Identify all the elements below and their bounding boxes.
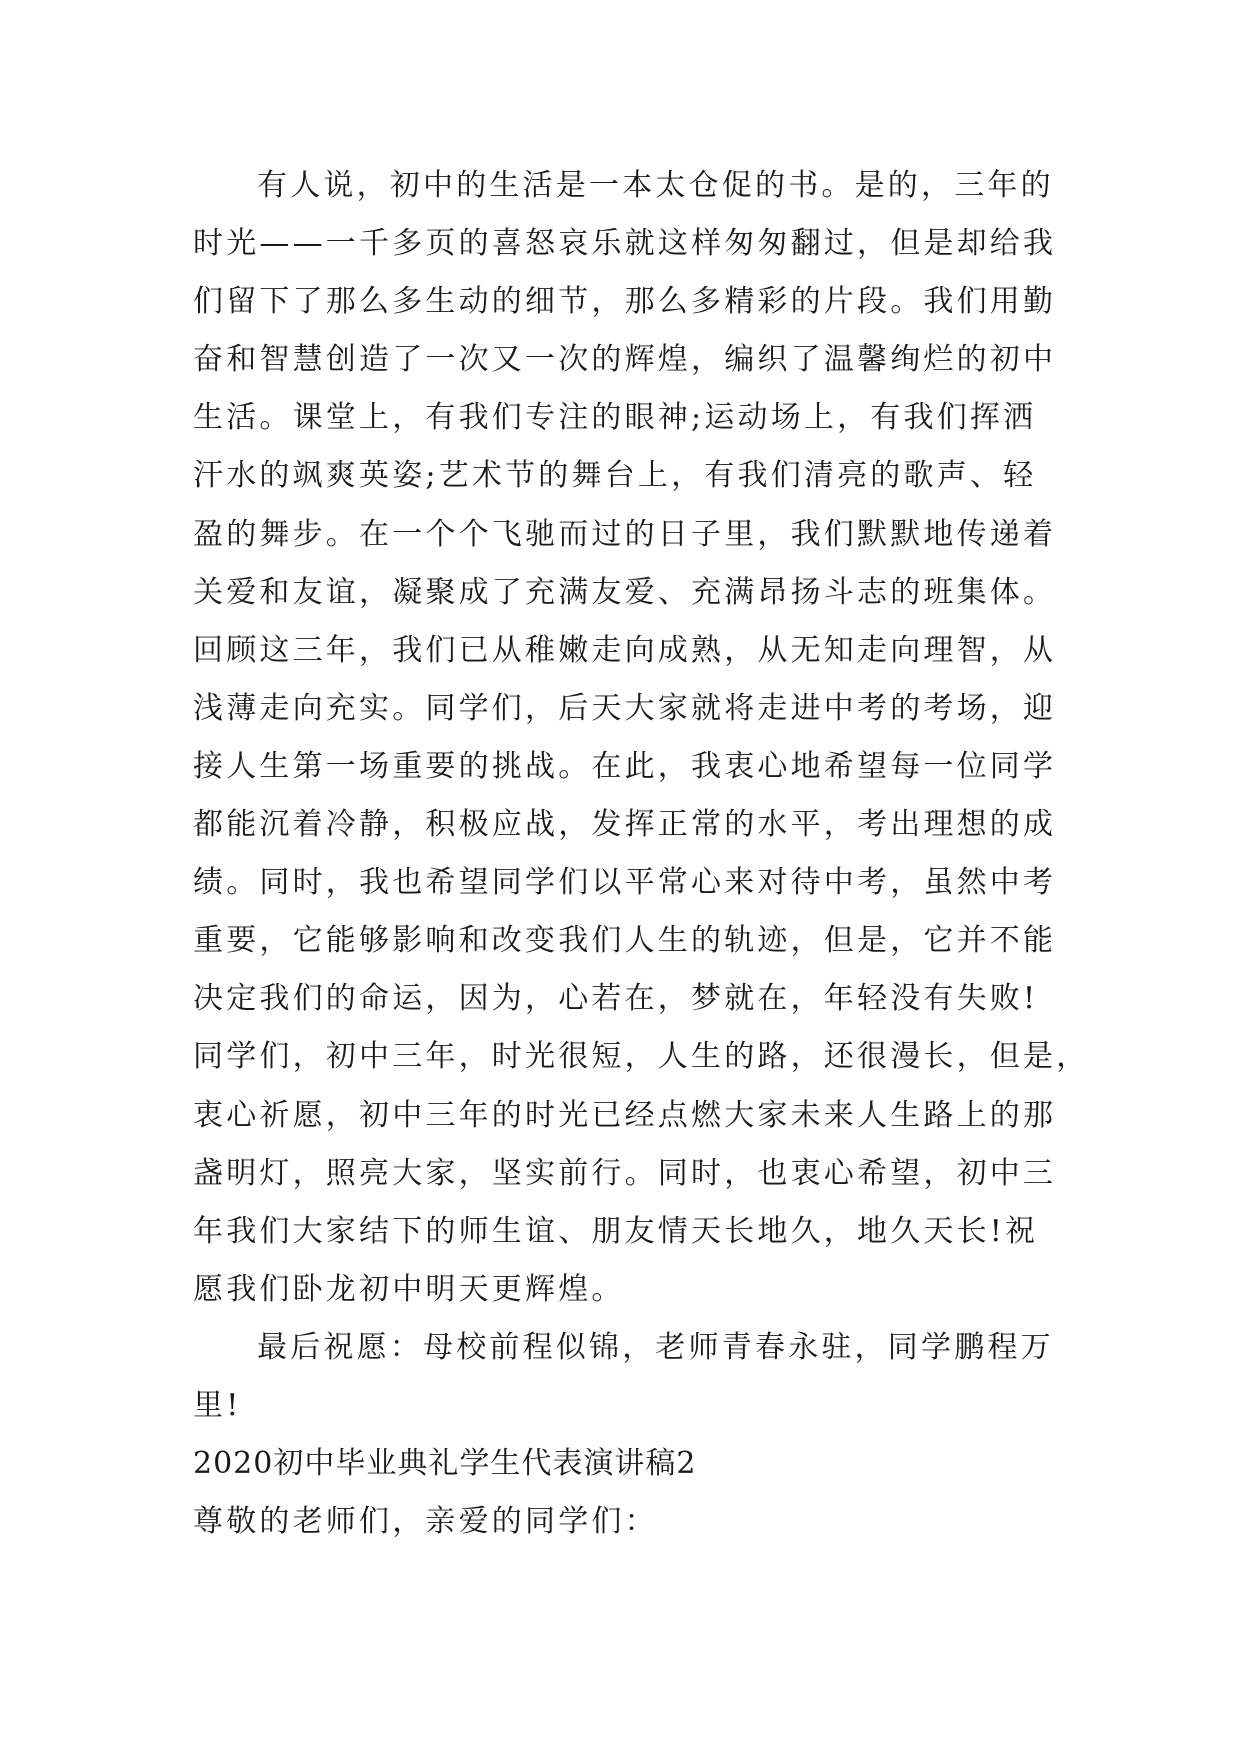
text-line: 同学们，初中三年，时光很短，人生的路，还很漫长，但是， <box>193 1039 1090 1075</box>
text-line: 奋和智慧创造了一次又一次的辉煌，编织了温馨绚烂的初中 <box>193 342 1057 378</box>
text-line: 时光——一千多页的喜怒哀乐就这样匆匆翻过，但是却给我 <box>193 226 1057 262</box>
text-line: 们留下了那么多生动的细节，那么多精彩的片段。我们用勤 <box>193 284 1057 320</box>
text-line: 最后祝愿：母校前程似锦，老师青春永驻，同学鹏程万 <box>257 1329 1054 1365</box>
text-line: 关爱和友谊，凝聚成了充满友爱、充满昂扬斗志的班集体。 <box>193 574 1057 610</box>
text-line: 里! <box>193 1387 242 1423</box>
text-line: 盈的舞步。在一个个飞驰而过的日子里，我们默默地传递着 <box>193 516 1057 552</box>
text-line: 重要，它能够影响和改变我们人生的轨迹，但是，它并不能 <box>193 923 1057 959</box>
text-line: 愿我们卧龙初中明天更辉煌。 <box>193 1271 625 1307</box>
section-title: 2020初中毕业典礼学生代表演讲稿2 <box>193 1446 697 1482</box>
text-line: 回顾这三年，我们已从稚嫩走向成熟，从无知走向理智，从 <box>193 632 1057 668</box>
speech-text <box>193 157 1090 1551</box>
text-line: 衷心祈愿，初中三年的时光已经点燃大家未来人生路上的那 <box>193 1097 1057 1133</box>
text-line: 盏明灯，照亮大家，坚实前行。同时，也衷心希望，初中三 <box>193 1155 1057 1191</box>
text-line: 决定我们的命运，因为，心若在，梦就在，年轻没有失败! <box>193 981 1039 1017</box>
paragraph-1 <box>193 157 1090 1319</box>
text-line: 绩。同时，我也希望同学们以平常心来对待中考，虽然中考 <box>193 865 1057 901</box>
text-line: 接人生第一场重要的挑战。在此，我衷心地希望每一位同学 <box>193 748 1057 784</box>
salutation: 尊敬的老师们，亲爱的同学们： <box>193 1504 658 1540</box>
text-line: 有人说，初中的生活是一本太仓促的书。是的，三年的 <box>257 168 1054 203</box>
paragraph-2 <box>193 1319 1073 1435</box>
text-line: 生活。课堂上，有我们专注的眼神;运动场上，有我们挥洒 <box>193 400 1037 436</box>
text-line: 浅薄走向充实。同学们，后天大家就将走进中考的考场，迎 <box>193 690 1057 726</box>
text-line: 年我们大家结下的师生谊、朋友情天长地久，地久天长!祝 <box>193 1213 1039 1249</box>
text-line: 汗水的飒爽英姿;艺术节的舞台上，有我们清亮的歌声、轻 <box>193 458 1037 494</box>
text-line: 都能沉着冷静，积极应战，发挥正常的水平，考出理想的成 <box>193 807 1057 843</box>
